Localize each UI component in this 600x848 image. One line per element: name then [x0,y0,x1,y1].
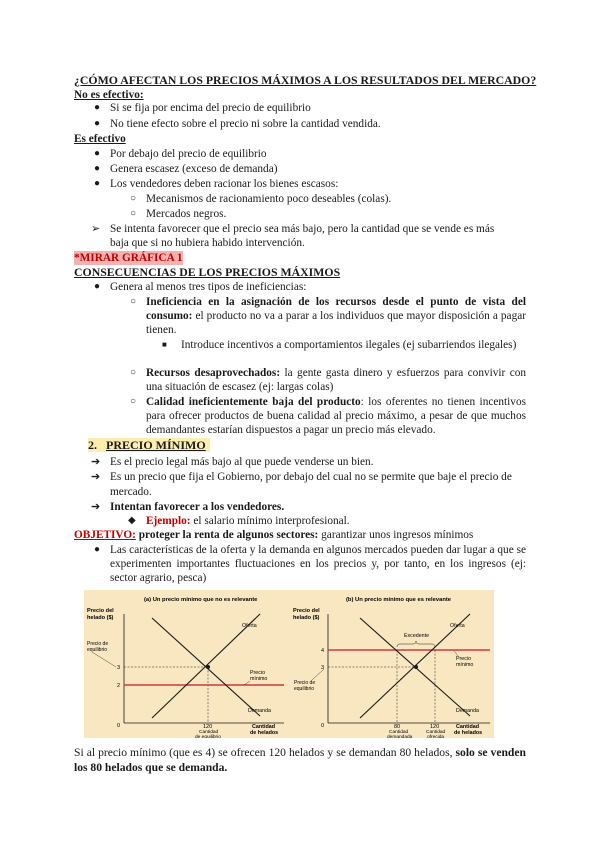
list-item: Genera al menos tres tipos de ineficiencias: [110,281,307,293]
chart-a-xlabel-2: de helados [250,730,279,736]
efectivo-title: Es efectivo [74,133,126,145]
caracteristicas-paragraph: Las características de la oferta y la demanda en algunos mercados pueden dar lugar a que se experimenten importantes fluctuaciones en los precios y, por tanto, en los ingresos (ej: sector agrario, pesca) [110,544,526,584]
chart-b-svg [290,590,494,738]
bullet-icon: ● [94,178,101,189]
chart-b-pm-label-1: Precio [456,656,472,662]
circle-bullet-icon: ○ [130,396,137,407]
heading-precios-maximos: ¿CÓMO AFECTAN LOS PRECIOS MÁXIMOS A LOS RESULTADOS DEL MERCADO? [74,73,537,87]
arrow-icon: ➔ [91,456,101,468]
bullet-icon: ● [94,102,101,113]
chart-b-xlabel-2: de helados [454,730,483,736]
precio-minimo-heading: 2. PRECIO MÍNIMO [88,438,210,452]
list-item: Los vendedores deben racionar los bienes escasos: [110,178,339,190]
chart-a-xeq-2: de equilibrio [195,735,221,738]
chart-b-ylabel-1: Precio del [293,608,320,614]
chart-b-tick-4: 4 [321,648,325,654]
chart-a-ylabel-1: Precio del [87,608,114,614]
chart-a-origin: 0 [117,723,121,729]
chart-b-oferta-label: Oferta [450,623,465,629]
chart-a-eq-label-2: equilibrio [87,647,108,653]
arrow-item-line1: Se intenta favorecer que el precio sea más bajo, pero la cantidad que se vende es más [110,223,495,235]
chart-b-tick-3: 3 [321,665,325,671]
chart-b-xlabel-1: Cantidad [456,724,480,730]
chart-a-title: (a) Un precio mínimo que no es relevante [144,597,258,603]
arrow-icon: ➔ [91,471,101,483]
chart-a-tick-120: 120 [203,724,213,730]
chart-a-tick-2: 2 [117,683,121,689]
chart-a-tick-3: 3 [117,665,121,671]
circle-bullet-icon: ○ [130,367,137,378]
no-efectivo-title: No es efectivo: [74,89,144,101]
chart-b-tick-120: 120 [430,724,440,730]
bullet-icon: ● [94,544,101,555]
chart-b-qs-label-1: Cantidad [426,730,446,735]
consecuencia-3: Calidad ineficientemente baja del producto: los oferentes no tienen incentivos para ofrecer productos de buena calidad al precio máximo, a pesar de que muchos demandantes estarían dispuestos a pagar un precio más elevado. [146,396,526,436]
chart-a-svg [84,590,290,738]
consecuencias-title: CONSECUENCIAS DE LOS PRECIOS MÁXIMOS [74,265,341,279]
bullet-icon: ● [94,118,101,129]
list-item: Por debajo del precio de equilibrio [110,148,267,160]
chart-a-equilibrium-point [206,665,210,669]
bullet-icon: ● [94,163,101,174]
chart-b-equilibrium-point [414,665,418,669]
arrowhead-icon: ➢ [91,223,101,235]
list-item: Genera escasez (exceso de demanda) [110,163,278,175]
footer-paragraph: Si al precio mínimo (que es 4) se ofrecen 120 helados y se demandan 80 helados, solo se venden los 80 helados que se demanda. [74,746,526,774]
chart-b-origin: 0 [321,723,325,729]
chart-b-ylabel-2: helado ($) [293,615,320,621]
circle-bullet-icon: ○ [130,208,137,219]
chart-a-precio-minimo-no-relevante [84,590,290,738]
consecuencia-1-sub: Introduce incentivos a comportamientos ilegales (ej subarriendos ilegales) [181,339,517,351]
chart-b-demanda-label: Demanda [456,708,479,714]
circle-bullet-icon: ○ [130,193,137,204]
chart-a-xeq-1: Cantidad [199,730,219,735]
circle-bullet-icon: ○ [130,296,137,307]
list-item: No tiene efecto sobre el precio ni sobre la cantidad vendida. [110,118,381,130]
chart-b-precio-minimo-relevante [290,590,494,738]
chart-b-pm-label-2: mínimo [456,662,474,668]
chart-b-qd-label-1: Cantidad [389,730,409,735]
chart-b-qd-label-2: demandada [387,735,413,738]
square-bullet-icon: ■ [162,340,167,349]
diamond-bullet-icon: ◆ [128,515,136,526]
chart-b-eq-label-2: equilibrio [294,686,315,692]
chart-a-eq-label-1: Precio de [87,641,109,647]
bullet-icon: ● [94,148,101,159]
chart-b-tick-80: 80 [394,724,401,730]
chart-a-xlabel-1: Cantidad [252,724,276,730]
chart-b-excedente-label: Excedente [404,633,430,639]
list-item: Si se fija por encima del precio de equilibrio [110,102,311,114]
chart-b-qs-label-2: ofrecida [427,735,445,738]
chart-a-pm-label-1: Precio [250,670,266,676]
chart-a-oferta-label: Oferta [242,623,257,629]
chart-a-ylabel-2: helado ($) [87,615,114,621]
chart-a-demanda-label: Demanda [248,708,271,714]
sub-list-item: Mecanismos de racionamiento poco deseables (colas). [146,193,392,205]
consecuencia-2: Recursos desaprovechados: la gente gasta dinero y esfuerzos para convivir con una situación de escasez (ej: largas colas) [146,367,527,393]
precio-minimo-point-2-line2: mercado. [110,486,152,498]
chart-a-eq-pointer [92,652,116,667]
consecuencia-1: Ineficiencia en la asignación de los recursos desde el punto de vista del consumo: el producto no va a parar a los individuos que mayor disposición a pagar tienen. [146,296,526,336]
chart-b-title: (b) Un precio mínimo que es relevante [346,597,452,603]
precio-minimo-point-1: Es el precio legal más bajo al que puede venderse un bien. [110,456,374,468]
bullet-icon: ● [94,281,101,292]
objetivo-line: OBJETIVO: proteger la renta de algunos sectores: garantizar unos ingresos mínimos [74,529,474,541]
chart-b-excedente-brace [397,641,435,647]
chart-a-supply-curve [152,614,260,718]
chart-b-eq-pointer [312,669,324,680]
chart-b-eq-label-1: Precio de [294,680,316,686]
arrow-icon: ➔ [91,501,101,513]
sub-list-item: Mercados negros. [146,208,227,220]
mirar-grafica-note: *MIRAR GRÁFICA 1 [74,252,183,264]
arrow-item-line2: baja que si no hubiera habido intervención. [110,237,305,249]
precio-minimo-point-2-line1: Es un precio que fija el Gobierno, por debajo del cual no se permite que baje el precio de [110,471,512,483]
precio-minimo-point-3: Intentan favorecer a los vendedores. [110,501,285,513]
ejemplo-line: Ejemplo: el salario mínimo interprofesional. [146,515,350,527]
chart-a-pm-label-2: mínimo [250,676,268,682]
